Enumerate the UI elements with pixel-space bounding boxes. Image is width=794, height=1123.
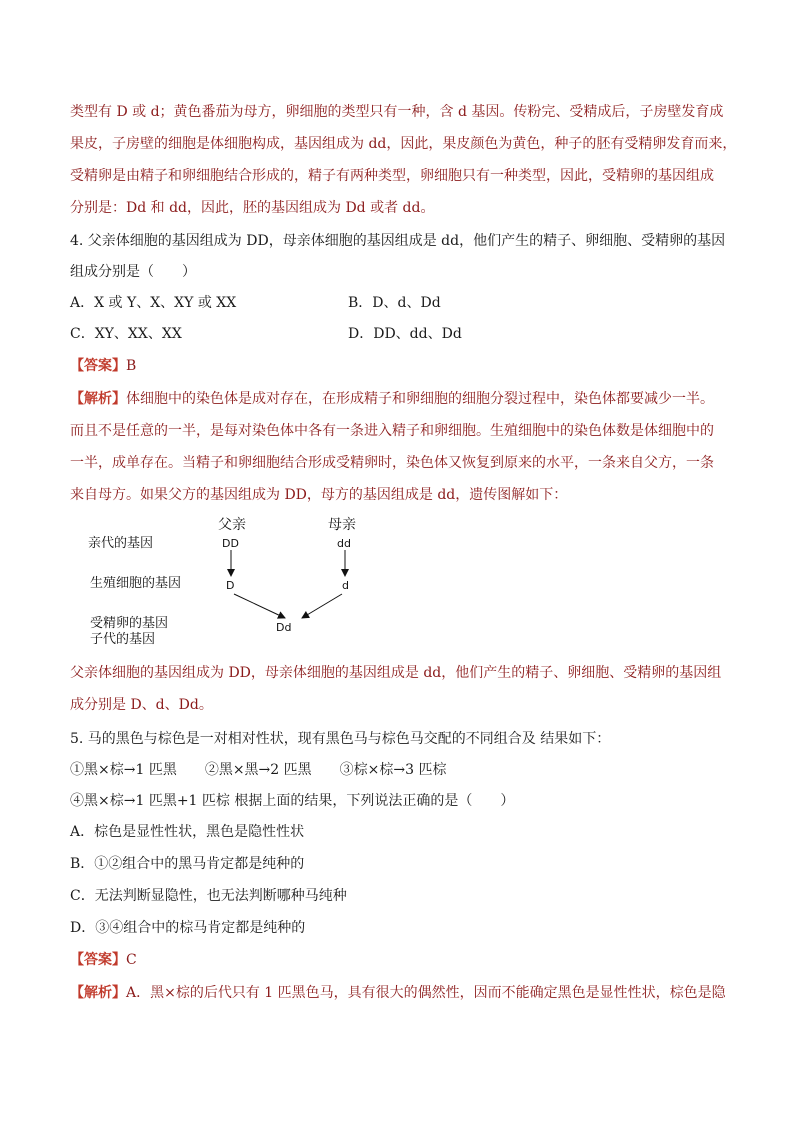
question-4-analysis-line-3: 一半，成单存在。当精子和卵细胞结合形成受精卵时，染色体又恢复到原来的水平，一条来自父方，一条 — [70, 455, 714, 471]
sperm-genotype: D — [226, 579, 235, 592]
question-5-combos-line-2: ④黑×棕→1 匹黑+1 匹棕 根据上面的结果，下列说法正确的是（ ） — [70, 793, 515, 809]
question-5-option-d: D．③④组合中的棕马肯定都是纯种的 — [70, 920, 306, 936]
arrow-egg-to-zygote — [302, 594, 342, 618]
mother-genotype: dd — [337, 537, 351, 550]
paragraph-line-1: 类型有 D 或 d；黄色番茄为母方，卵细胞的类型只有一种，含 d 基因。传粉完、受精成后，子房壁发育成 — [70, 104, 724, 120]
question-5-combos-line-1: ①黑×棕→1 匹黑 ②黑×黑→2 匹黑 ③棕×棕→3 匹棕 — [70, 762, 447, 778]
father-genotype: DD — [222, 537, 239, 550]
question-4-analysis-line-2: 而且不是任意的一半，是每对染色体中各有一条进入精子和卵细胞。生殖细胞中的染色体数是体细胞中的 — [70, 423, 714, 439]
question-4-option-a: A．X 或 Y、X、XY 或 XX — [70, 295, 237, 311]
arrow-sperm-to-zygote — [234, 594, 285, 618]
answer-value: C — [126, 952, 137, 968]
mother-label: 母亲 — [328, 517, 356, 533]
father-label: 父亲 — [218, 517, 246, 533]
question-4-answer — [70, 356, 136, 376]
answer-tag: 【答案】 — [70, 358, 126, 374]
paragraph-line-2: 果皮，子房壁的细胞是体细胞构成，基因组成为 dd，因此，果皮颜色为黄色，种子的胚有受精卵发育而来， — [70, 136, 737, 152]
paragraph-line-4: 分别是：Dd 和 dd，因此，胚的基因组成为 Dd 或者 dd。 — [70, 200, 435, 216]
row-label-gametes: 生殖细胞的基因 — [90, 576, 182, 591]
analysis-text: A．黑×棕的后代只有 1 匹黑色马，具有很大的偶然性，因而不能确定黑色是显性性状，棕色是隐 — [126, 985, 726, 1001]
question-4-analysis-line-4: 来自母方。如果父方的基因组成为 DD，母方的基因组成是 dd，遗传图解如下： — [70, 487, 568, 503]
egg-genotype: d — [342, 579, 349, 592]
question-5-stem: 5. 马的黑色与棕色是一对相对性状，现有黑色马与棕色马交配的不同组合及 结果如下： — [70, 731, 611, 747]
question-4-stem-line-1: 4. 父亲体细胞的基因组成为 DD，母亲体细胞的基因组成是 dd，他们产生的精子、卵细胞、受精卵的基因 — [70, 233, 726, 249]
answer-value: B — [126, 358, 137, 374]
question-4-conclusion-line-1: 父亲体细胞的基因组成为 DD，母亲体细胞的基因组成是 dd，他们产生的精子、卵细胞、受精卵的基因组 — [70, 665, 722, 681]
row-label-zygote: 受精卵的基因 — [90, 616, 169, 631]
zygote-genotype: Dd — [276, 621, 292, 634]
question-5-analysis-line-1 — [70, 983, 726, 1003]
row-label-parents: 亲代的基因 — [88, 536, 154, 551]
question-4-option-b: B．D、d、Dd — [348, 295, 441, 311]
question-5-option-a: A．棕色是显性性状，黑色是隐性性状 — [70, 824, 305, 840]
analysis-tag: 【解析】 — [70, 985, 126, 1001]
question-5-option-b: B．①②组合中的黑马肯定都是纯种的 — [70, 856, 305, 872]
analysis-tag: 【解析】 — [70, 391, 126, 407]
question-5-answer — [70, 950, 137, 970]
question-4-option-c: C．XY、XX、XX — [70, 326, 182, 342]
question-4-option-d: D．DD、dd、Dd — [348, 326, 462, 342]
question-5-option-c: C．无法判断显隐性，也无法判断哪种马纯种 — [70, 888, 347, 904]
answer-tag: 【答案】 — [70, 952, 126, 968]
paragraph-line-3: 受精卵是由精子和卵细胞结合形成的，精子有两种类型，卵细胞只有一种类型，因此，受精卵的基因组成 — [70, 168, 714, 184]
row-label-offspring: 子代的基因 — [90, 632, 156, 647]
question-4-analysis-line-1 — [70, 389, 714, 409]
question-4-stem-line-2: 组成分别是（ ） — [70, 264, 196, 280]
analysis-text: 体细胞中的染色体是成对存在，在形成精子和卵细胞的细胞分裂过程中，染色体都要减少一半。 — [126, 391, 714, 407]
genetic-diagram — [88, 514, 388, 648]
question-4-conclusion-line-2: 成分别是 D、d、Dd。 — [70, 697, 213, 713]
